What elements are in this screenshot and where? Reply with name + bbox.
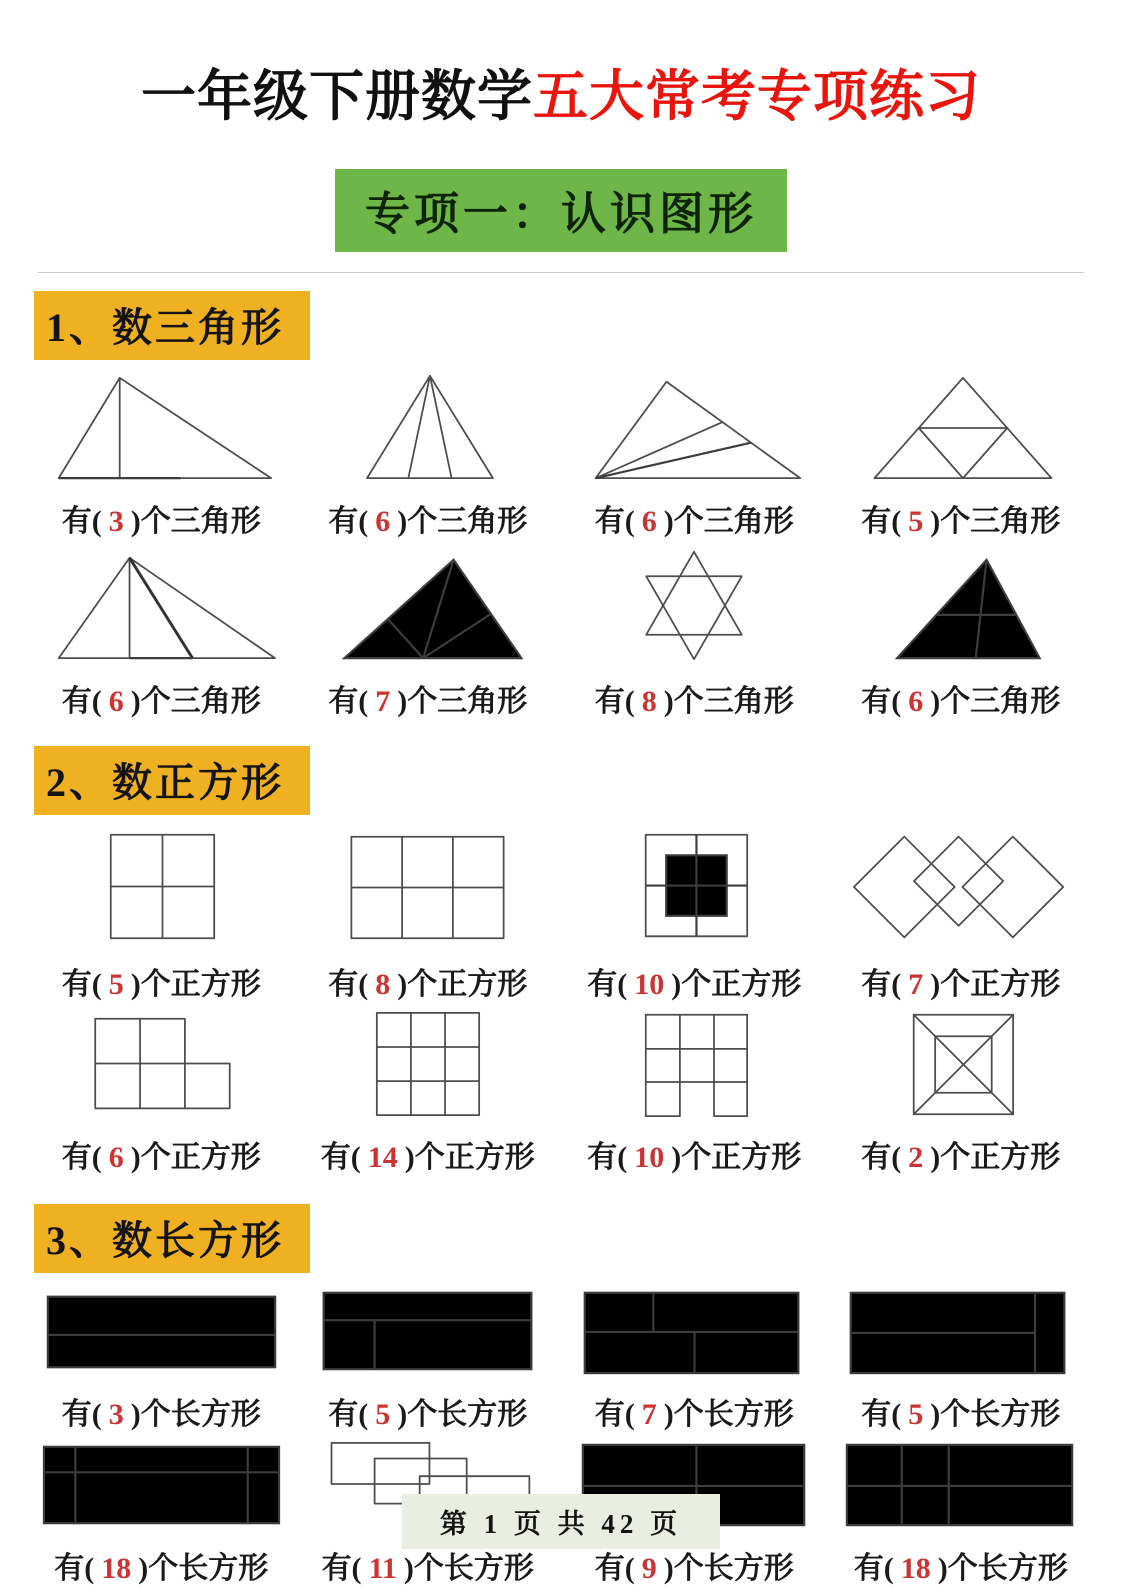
caption-post: )个三角形: [663, 505, 794, 538]
figure-cell: [561, 1281, 828, 1433]
section-triangles: [0, 279, 1122, 720]
answer-number: 6: [108, 1141, 124, 1174]
caption-pre: 有(: [594, 1398, 635, 1431]
topic-banner: 专项一：认识图形: [335, 169, 787, 252]
caption-post: )个长方形: [130, 1398, 261, 1431]
caption-post: )个三角形: [397, 685, 528, 718]
caption-post: )个三角形: [397, 505, 528, 538]
triangle-figures-row-1: [28, 368, 1094, 540]
caption-post: )个三角形: [130, 685, 261, 718]
triangle-figure-8: [836, 548, 1086, 666]
caption-pre: 有(: [587, 968, 628, 1001]
caption-post: )个长方形: [403, 1552, 534, 1585]
caption-post: )个正方形: [930, 1141, 1061, 1174]
section-squares: [0, 734, 1122, 1176]
caption-post: )个正方形: [130, 1141, 261, 1174]
caption-pre: 有(: [54, 1552, 95, 1585]
answer-caption: [861, 1132, 1060, 1176]
caption-pre: 有(: [861, 968, 902, 1001]
answer-caption: [861, 959, 1060, 1003]
answer-caption: [587, 959, 801, 1003]
answer-number: 3: [108, 505, 124, 538]
triangle-figure-3: [569, 368, 819, 486]
caption-pre: 有(: [61, 1398, 102, 1431]
figure-cell: [28, 823, 295, 1003]
answer-caption: [328, 496, 527, 540]
answer-number: 7: [908, 968, 924, 1001]
caption-post: )个长方形: [397, 1398, 528, 1431]
divider-line: [38, 272, 1084, 273]
answer-number: 14: [367, 1141, 398, 1174]
figure-cell: [28, 1281, 295, 1433]
square-figure-7: [572, 1007, 817, 1122]
square-figure-4: [838, 823, 1083, 949]
figure-cell: [561, 1007, 828, 1176]
answer-number: 10: [634, 968, 665, 1001]
answer-number: 10: [634, 1141, 665, 1174]
triangle-figures-row-2: [28, 544, 1094, 720]
figure-cell: [28, 1007, 295, 1176]
caption-post: )个正方形: [404, 1141, 535, 1174]
answer-number: 8: [641, 685, 657, 718]
caption-post: )个长方形: [930, 1398, 1061, 1431]
answer-caption: [328, 959, 527, 1003]
figure-cell: [295, 544, 562, 720]
square-figure-1: [39, 827, 284, 949]
figure-cell: [28, 368, 295, 540]
triangle-figure-2: [303, 368, 553, 486]
section-heading-rectangles: 3、数长方形: [34, 1204, 310, 1273]
rectangle-figure-2: [300, 1281, 555, 1379]
answer-number: 9: [641, 1552, 657, 1585]
footer-row: [0, 1494, 1122, 1549]
page-title-black-part: 一年级下册数学: [140, 64, 533, 128]
answer-caption: [861, 496, 1060, 540]
figure-cell: [295, 823, 562, 1003]
answer-number: 6: [375, 505, 391, 538]
caption-pre: 有(: [328, 968, 369, 1001]
rectangle-figure-1: [34, 1281, 289, 1379]
answer-caption: [62, 676, 261, 720]
answer-number: 8: [375, 968, 391, 1001]
caption-pre: 有(: [853, 1552, 894, 1585]
answer-caption: [321, 1132, 535, 1176]
page-number-footer: 第 1 页 共 42 页: [402, 1494, 720, 1549]
triangle-figure-6: [303, 548, 553, 666]
figure-cell: [561, 368, 828, 540]
caption-post: )个长方形: [138, 1552, 269, 1585]
caption-pre: 有(: [328, 1398, 369, 1431]
answer-caption: [54, 1543, 268, 1587]
square-figure-5: [39, 1007, 284, 1122]
answer-number: 5: [908, 505, 924, 538]
caption-post: )个三角形: [930, 505, 1061, 538]
figure-cell: [828, 544, 1095, 720]
answer-number: 18: [900, 1552, 931, 1585]
page-title: [0, 52, 1122, 131]
caption-post: )个长方形: [663, 1398, 794, 1431]
caption-pre: 有(: [861, 1398, 902, 1431]
figure-cell: [828, 1007, 1095, 1176]
figure-cell: [295, 1007, 562, 1176]
caption-pre: 有(: [61, 1141, 102, 1174]
answer-caption: [62, 1132, 261, 1176]
answer-number: 2: [908, 1141, 924, 1174]
square-figure-6: [305, 1007, 550, 1122]
triangle-figure-1: [36, 368, 286, 486]
section-heading-squares: 2、数正方形: [34, 746, 310, 815]
caption-pre: 有(: [594, 685, 635, 718]
square-figures-row-1: [28, 823, 1094, 1003]
caption-pre: 有(: [61, 685, 102, 718]
caption-pre: 有(: [320, 1141, 361, 1174]
answer-caption: [328, 676, 527, 720]
answer-number: 3: [108, 1398, 124, 1431]
answer-caption: [595, 496, 794, 540]
figure-cell: [295, 1281, 562, 1433]
rectangle-figures-row-1: [28, 1281, 1094, 1433]
answer-caption: [322, 1543, 534, 1587]
answer-number: 5: [375, 1398, 391, 1431]
caption-pre: 有(: [61, 968, 102, 1001]
caption-post: )个正方形: [130, 968, 261, 1001]
answer-caption: [861, 676, 1060, 720]
answer-number: 7: [375, 685, 391, 718]
figure-cell: [828, 368, 1095, 540]
answer-number: 6: [108, 685, 124, 718]
answer-caption: [861, 1389, 1060, 1433]
answer-number: 7: [641, 1398, 657, 1431]
answer-number: 6: [641, 505, 657, 538]
square-figure-3: [572, 827, 817, 949]
caption-post: )个三角形: [930, 685, 1061, 718]
figure-cell: [561, 544, 828, 720]
answer-number: 6: [908, 685, 924, 718]
caption-post: )个三角形: [663, 685, 794, 718]
caption-pre: 有(: [594, 1552, 635, 1585]
caption-post: )个正方形: [671, 1141, 802, 1174]
answer-caption: [587, 1132, 801, 1176]
rectangle-figure-3: [567, 1281, 822, 1379]
caption-pre: 有(: [861, 685, 902, 718]
caption-post: )个正方形: [397, 968, 528, 1001]
caption-pre: 有(: [321, 1552, 362, 1585]
answer-number: 5: [908, 1398, 924, 1431]
caption-post: )个长方形: [937, 1552, 1068, 1585]
subtitle-row: [0, 169, 1122, 252]
figure-cell: [828, 1281, 1095, 1433]
caption-pre: 有(: [594, 505, 635, 538]
caption-post: )个长方形: [663, 1552, 794, 1585]
answer-number: 5: [108, 968, 124, 1001]
answer-number: 18: [101, 1552, 132, 1585]
page-title-red-part: 五大常考专项练习: [533, 64, 982, 128]
answer-caption: [62, 496, 261, 540]
answer-caption: [854, 1543, 1068, 1587]
figure-cell: [295, 368, 562, 540]
answer-caption: [62, 959, 261, 1003]
caption-post: )个正方形: [671, 968, 802, 1001]
caption-post: )个正方形: [930, 968, 1061, 1001]
answer-number: 11: [368, 1552, 397, 1585]
star-figure: [569, 544, 819, 666]
figure-cell: [828, 823, 1095, 1003]
triangle-figure-5: [36, 548, 286, 666]
caption-pre: 有(: [861, 1141, 902, 1174]
caption-pre: 有(: [861, 505, 902, 538]
answer-caption: [595, 1389, 794, 1433]
figure-cell: [28, 544, 295, 720]
answer-caption: [328, 1389, 527, 1433]
square-figure-8: [838, 1007, 1083, 1122]
caption-pre: 有(: [587, 1141, 628, 1174]
square-figure-2: [305, 827, 550, 949]
square-figures-row-2: [28, 1007, 1094, 1176]
answer-caption: [595, 1543, 794, 1587]
answer-caption: [62, 1389, 261, 1433]
caption-pre: 有(: [61, 505, 102, 538]
section-heading-triangles: 1、数三角形: [34, 291, 310, 360]
caption-pre: 有(: [328, 505, 369, 538]
caption-pre: 有(: [328, 685, 369, 718]
triangle-figure-4: [836, 368, 1086, 486]
caption-post: )个三角形: [130, 505, 261, 538]
rectangle-figure-4: [833, 1281, 1088, 1379]
answer-caption: [595, 676, 794, 720]
figure-cell: [561, 823, 828, 1003]
